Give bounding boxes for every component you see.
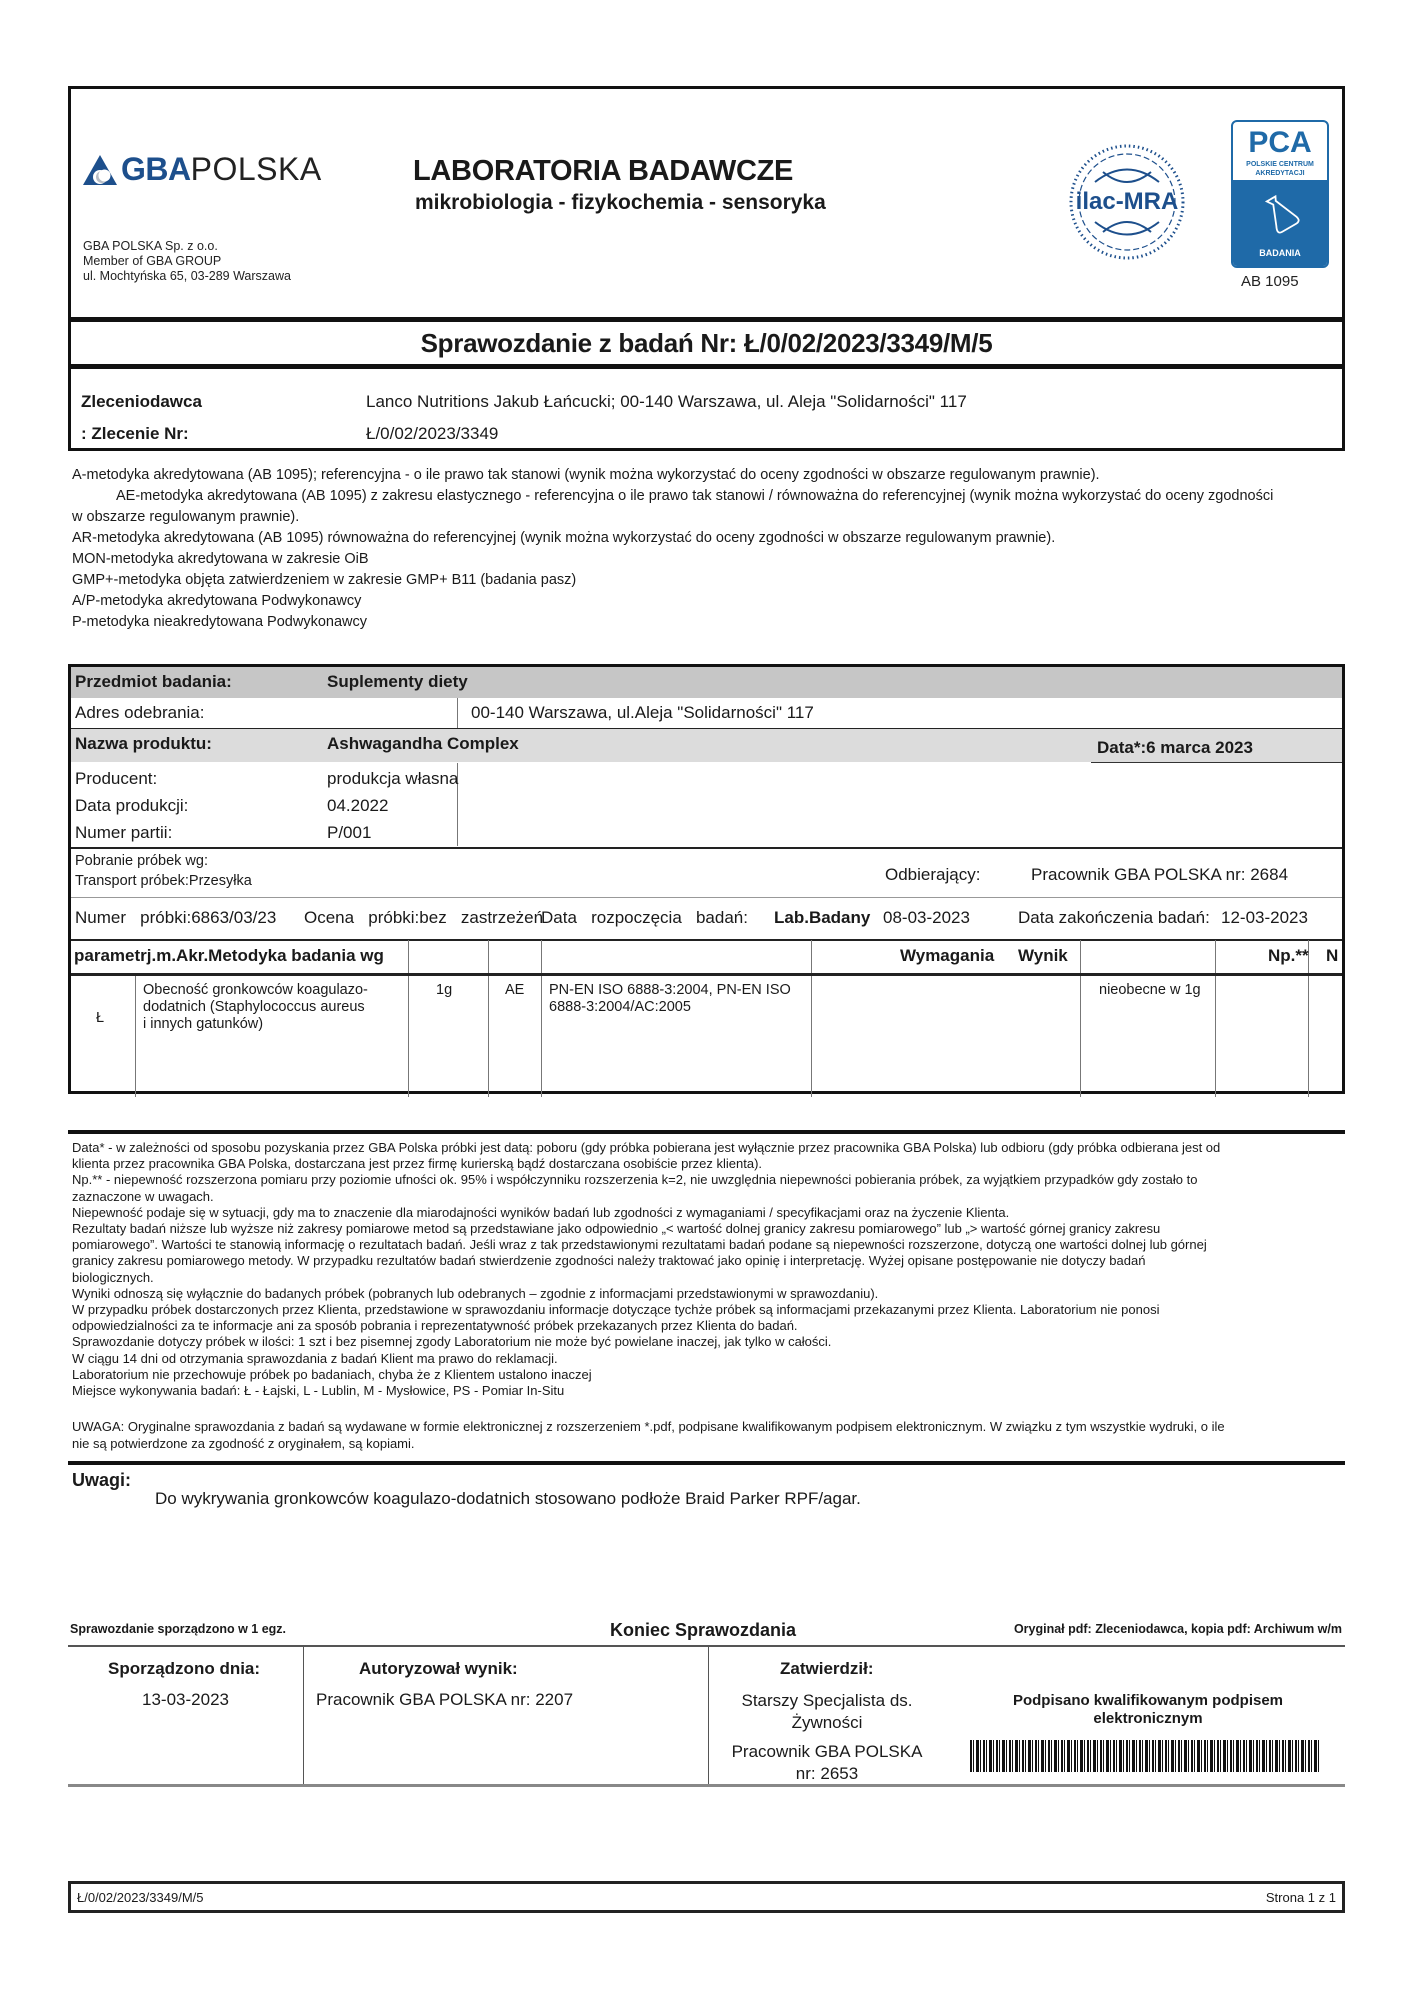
client-section: [68, 369, 1345, 451]
cell-lab: Ł: [96, 1010, 105, 1026]
footer-page-info: Strona 1 z 1: [1265, 1889, 1336, 1905]
lab-title: LABORATORIA BADAWCZE: [413, 155, 794, 187]
subject-label: Przedmiot badania:: [75, 672, 232, 691]
col-header-requirements: Wymagania: [900, 946, 995, 965]
footnote: granicy zakresu pomiarowego metody. W przypadku rezultatów badań stwierdzenie zgodności należy traktować jako opinię i interpretację. Wyżej opisane postępowanie nie dotyczy badań: [72, 1253, 1146, 1269]
divider: [71, 897, 1342, 898]
footnote: Wyniki odnoszą się wyłącznie do badanych próbek (pobranych lub odebranych – zgodnie z informacjami przedstawionymi w sprawozdaniu).: [72, 1285, 879, 1301]
order-label: : Zlecenie Nr:: [81, 424, 189, 443]
report-title: Sprawozdanie z badań Nr: Ł/0/02/2023/3349/M/5: [68, 317, 1345, 369]
methods-legend: [72, 465, 1342, 633]
approved-role: Starszy Specjalista ds. Żywności: [741, 1691, 913, 1732]
authorized-label: Autoryzował wynik:: [359, 1659, 518, 1678]
col-divider: [1215, 976, 1216, 1097]
col-divider: [1215, 940, 1216, 973]
order-value: Ł/0/02/2023/3349: [366, 424, 499, 443]
cell-unit: 1g: [436, 982, 453, 998]
pca-badge-panel: [1233, 180, 1327, 266]
col-divider: [811, 976, 812, 1097]
end-date-value: 12-03-2023: [1221, 908, 1308, 927]
start-date-label: Data rozpoczęcia badań:: [541, 908, 748, 927]
cell-method: PN-EN ISO 6888-3:2004, PN-EN ISO 6888-3:2004/AC:2005: [549, 982, 791, 1015]
legend-gmp: GMP+-metodyka objęta zatwierdzeniem w zakresie GMP+ B11 (badania pasz): [72, 572, 577, 588]
legend-ap: A/P-metodyka akredytowana Podwykonawcy: [72, 593, 362, 609]
transport-label: Transport próbek:Przesyłka: [75, 873, 252, 889]
company-info: [83, 239, 291, 284]
original-notice: UWAGA: Oryginalne sprawozdania z badań są wydawane w formie elektronicznej z rozszerzeniem *.pdf, podpisane kwalifikowanym podpisem elektronicznym. W związku z tym wszystkie wydruki, o ile nie są potwierdzone za zgodność z oryginałem, są kopiami.: [72, 1419, 1225, 1451]
footnote: W przypadku próbek dostarczonych przez Klienta, przedstawione w sprawozdaniu informacje dotyczące tychże próbek są informacjami przekazanymi przez Klienta. Laboratorium nie ponosi: [72, 1302, 1160, 1318]
prepared-label: Sporządzono dnia:: [108, 1659, 261, 1678]
brand-bold: GBA: [121, 151, 191, 187]
col-header-param: [74, 946, 384, 966]
footnote: W ciągu 14 dni od otrzymania sprawozdania z badań Klient ma prawo do reklamacji.: [72, 1350, 558, 1366]
divider: [68, 1461, 1345, 1465]
pca-accreditation-badge: [1231, 120, 1329, 268]
receiver-label: Odbierający:: [885, 865, 981, 884]
col-divider: [408, 940, 409, 973]
report-header: [68, 86, 1345, 319]
footnote: Sprawozdanie dotyczy próbek w ilości: 1 szt i bez pisemnej zgody Laboratorium nie może być powielane inaczej, jak tylko w całości.: [72, 1334, 832, 1350]
order-row: [81, 424, 499, 444]
page-footer: [68, 1881, 1345, 1913]
end-date-label: Data zakończenia badań:: [1018, 908, 1210, 927]
header-unit-akr-method: rj.m.Akr.Metodyka badania wg: [140, 946, 384, 965]
subject-value: Suplementy diety: [327, 672, 468, 691]
footer-report-number: Ł/0/02/2023/3349/M/5: [77, 1889, 204, 1905]
col-divider: [541, 976, 542, 1097]
lab-subtitle: mikrobiologia - fizykochemia - sensoryka: [415, 191, 826, 214]
footnote: Np.** - niepewność rozszerzona pomiaru przy poziomie ufności ok. 95% i współczynniku rozszerzenia k=2, nie uwzględnia niepewności pobierania próbek, za wyjątkiem przypadków gdy zostało to: [72, 1172, 1198, 1188]
col-divider: [135, 976, 136, 1097]
company-name: GBA POLSKA Sp. z o.o.: [83, 239, 218, 253]
col-divider: [408, 976, 409, 1097]
production-date-value: 04.2022: [327, 796, 389, 815]
gba-triangle-icon: [83, 155, 117, 185]
batch-label: Numer partii:: [75, 823, 173, 842]
footnote: Data* - w zależności od sposobu pozyskania przez GBA Polska próbki jest datą: poboru (gdy próbka pobierana jest wyłącznie przez pracownika GBA Polska) lub odbioru (gdy próbka odbierana jest od: [72, 1140, 1221, 1155]
legend-ae-cont: w obszarze regulowanym prawnie).: [72, 509, 300, 525]
flask-icon: [1261, 192, 1301, 236]
address-label: Adres odebrania:: [75, 703, 205, 722]
legend-p: P-metodyka nieakredytowana Podwykonawcy: [72, 614, 367, 630]
divider: [71, 939, 1342, 941]
brand-light: POLSKA: [190, 151, 322, 187]
subject-row: [71, 667, 1342, 698]
header-param: paramet: [74, 946, 141, 965]
producer-value: produkcja własna: [327, 769, 459, 788]
client-value: Lanco Nutritions Jakub Łańcucki; 00-140 Warszawa, ul. Aleja "Solidarności" 117: [366, 392, 967, 411]
pca-title: PCA: [1248, 126, 1312, 159]
start-date-value: 08-03-2023: [883, 908, 970, 927]
col-divider: [541, 940, 542, 973]
col-header-result: Wynik: [1018, 946, 1068, 965]
receiver-value: Pracownik GBA POLSKA nr: 2684: [1031, 865, 1289, 884]
copies-note: Sprawozdanie sporządzono w 1 egz.: [70, 1622, 287, 1636]
prepared-column: [68, 1647, 304, 1784]
lab-label: Lab.Badany: [774, 908, 871, 927]
pca-subtitle: POLSKIE CENTRUM AKREDYTACJI: [1246, 161, 1314, 177]
footnote: Rezultaty badań niższe lub wyższe niż zakresy pomiarowe metod są przedstawiane jako odpowiednio „< wartość dolnej granicy zakresu pomiarowego” lub „> wartość górnej granicy zakresu: [72, 1221, 1161, 1237]
footnote: biologicznych.: [72, 1269, 154, 1285]
remarks-text: Do wykrywania gronkowców koagulazo-dodatnich stosowano podłoże Braid Parker RPF/agar.: [155, 1489, 861, 1508]
col-divider: [488, 940, 489, 973]
approved-column: [709, 1647, 945, 1784]
col-divider: [488, 976, 489, 1097]
sample-table: [68, 664, 1345, 1094]
address-value: 00-140 Warszawa, ul.Aleja "Solidarności" 117: [471, 703, 814, 722]
product-label: Nazwa produktu:: [75, 734, 212, 753]
col-divider: [1080, 940, 1081, 973]
footnote: Niepewność podaje się w sytuacji, gdy ma to znaczenie dla miarodajności wyników badań lub zgodności z wymaganiami / specyfikacjami oraz na życzenie Klienta.: [72, 1204, 1010, 1220]
sampling-label: Pobranie próbek wg:: [75, 853, 208, 869]
footnote: pomiarowego”. Wartości te stanowią informację o rezultatach badań. Jeśli wraz z tak przedstawionymi rezultatami badań podane są niepewności rozszerzone, dotyczą one wartości dolnej lub górnej: [72, 1237, 1207, 1253]
footnote: zaznaczone w uwagach.: [72, 1188, 214, 1204]
divider: [71, 973, 1342, 976]
batch-value: P/001: [327, 823, 372, 842]
cell-result: nieobecne w 1g: [1099, 982, 1201, 998]
cell-parameter: Obecność gronkowców koagulazo- dodatnich (Staphylococcus aureus i innych gatunków): [143, 982, 368, 1032]
gba-polska-logo: [83, 151, 322, 188]
col-header-np: Np.**: [1268, 946, 1309, 965]
client-label: Zleceniodawca: [81, 392, 202, 411]
divider: [68, 1130, 1345, 1134]
footnote: odpowiedzialności za te informacje ani za sposób pobrania i reprezentatywność próbek przekazanych przez Klienta do badań.: [72, 1318, 798, 1334]
approved-label: Zatwierdził:: [780, 1659, 874, 1678]
company-address: ul. Mochtyńska 65, 03-289 Warszawa: [83, 269, 291, 283]
product-value: Ashwagandha Complex: [327, 734, 519, 753]
pca-badge-label: BADANIA: [1259, 248, 1301, 258]
footnotes: [72, 1140, 1342, 1399]
cell-akr: AE: [505, 982, 525, 998]
ilac-emblem-icon: [1067, 142, 1187, 262]
legend-mon: MON-metodyka akredytowana w zakresie OiB: [72, 551, 369, 567]
legend-ae: AE-metodyka akredytowana (AB 1095) z zakresu elastycznego - referencyjna o ile prawo tak stanowi / równoważna do referencyjnej (wynik można wykorzystać do oceny zgodności: [116, 488, 1274, 504]
footnote: klienta przez pracownika GBA Polska, dostarczana jest przez firmę kurierską bądź dostarczana osobiście przez klienta).: [72, 1156, 763, 1172]
ilac-mra-logo: [1067, 142, 1187, 262]
col-header-n: N: [1326, 946, 1339, 965]
legend-ar: AR-metodyka akredytowana (AB 1095) równoważna do referencyjnej (wynik można wykorzystać do oceny zgodności w obszarze regulowanym prawnie).: [72, 530, 1056, 546]
footnote: Laboratorium nie przechowuje próbek po badaniach, chyba że z Klientem ustalono inaczej: [72, 1366, 592, 1382]
svg-text:ilac-MRA: ilac-MRA: [1075, 188, 1179, 215]
signed-note: Podpisano kwalifikowanym podpisem elektronicznym: [1012, 1692, 1284, 1727]
col-divider: [1308, 976, 1309, 1097]
approved-person: Pracownik GBA POLSKA nr: 2653: [731, 1742, 923, 1783]
company-group: Member of GBA GROUP: [83, 254, 222, 268]
production-date-label: Data produkcji:: [75, 796, 189, 815]
legend-a: A-metodyka akredytowana (AB 1095); referencyjna - o ile prawo tak stanowi (wynik można wykorzystać do oceny zgodności w obszarze regulowanym prawnie).: [72, 467, 1100, 483]
prepared-value: 13-03-2023: [142, 1690, 229, 1709]
producer-label: Producent:: [75, 769, 158, 788]
end-of-report: Koniec Sprawozdania: [610, 1620, 797, 1640]
sample-number: Numer próbki:6863/03/23: [75, 908, 277, 927]
pca-code: AB 1095: [1241, 273, 1299, 290]
authorized-value: Pracownik GBA POLSKA nr: 2207: [316, 1690, 574, 1709]
divider: [457, 698, 458, 728]
footnote: Miejsce wykonywania badań: Ł - Łajski, L - Lublin, M - Mysłowice, PS - Pomiar In-Situ: [72, 1383, 565, 1399]
distribution-note: Oryginał pdf: Zleceniodawca, kopia pdf: Archiwum w/m: [1013, 1622, 1342, 1636]
client-row: [81, 392, 967, 412]
sample-rating: Ocena próbki:bez zastrzeżeń: [304, 908, 544, 927]
col-divider: [811, 940, 812, 973]
divider: [71, 847, 1342, 849]
col-divider: [1080, 976, 1081, 1097]
signature-barcode: [970, 1740, 1320, 1772]
collection-date: Data*:6 marca 2023: [1097, 738, 1253, 757]
remarks-label: Uwagi:: [72, 1470, 132, 1490]
authorized-column: [304, 1647, 709, 1784]
divider: [1091, 762, 1342, 763]
